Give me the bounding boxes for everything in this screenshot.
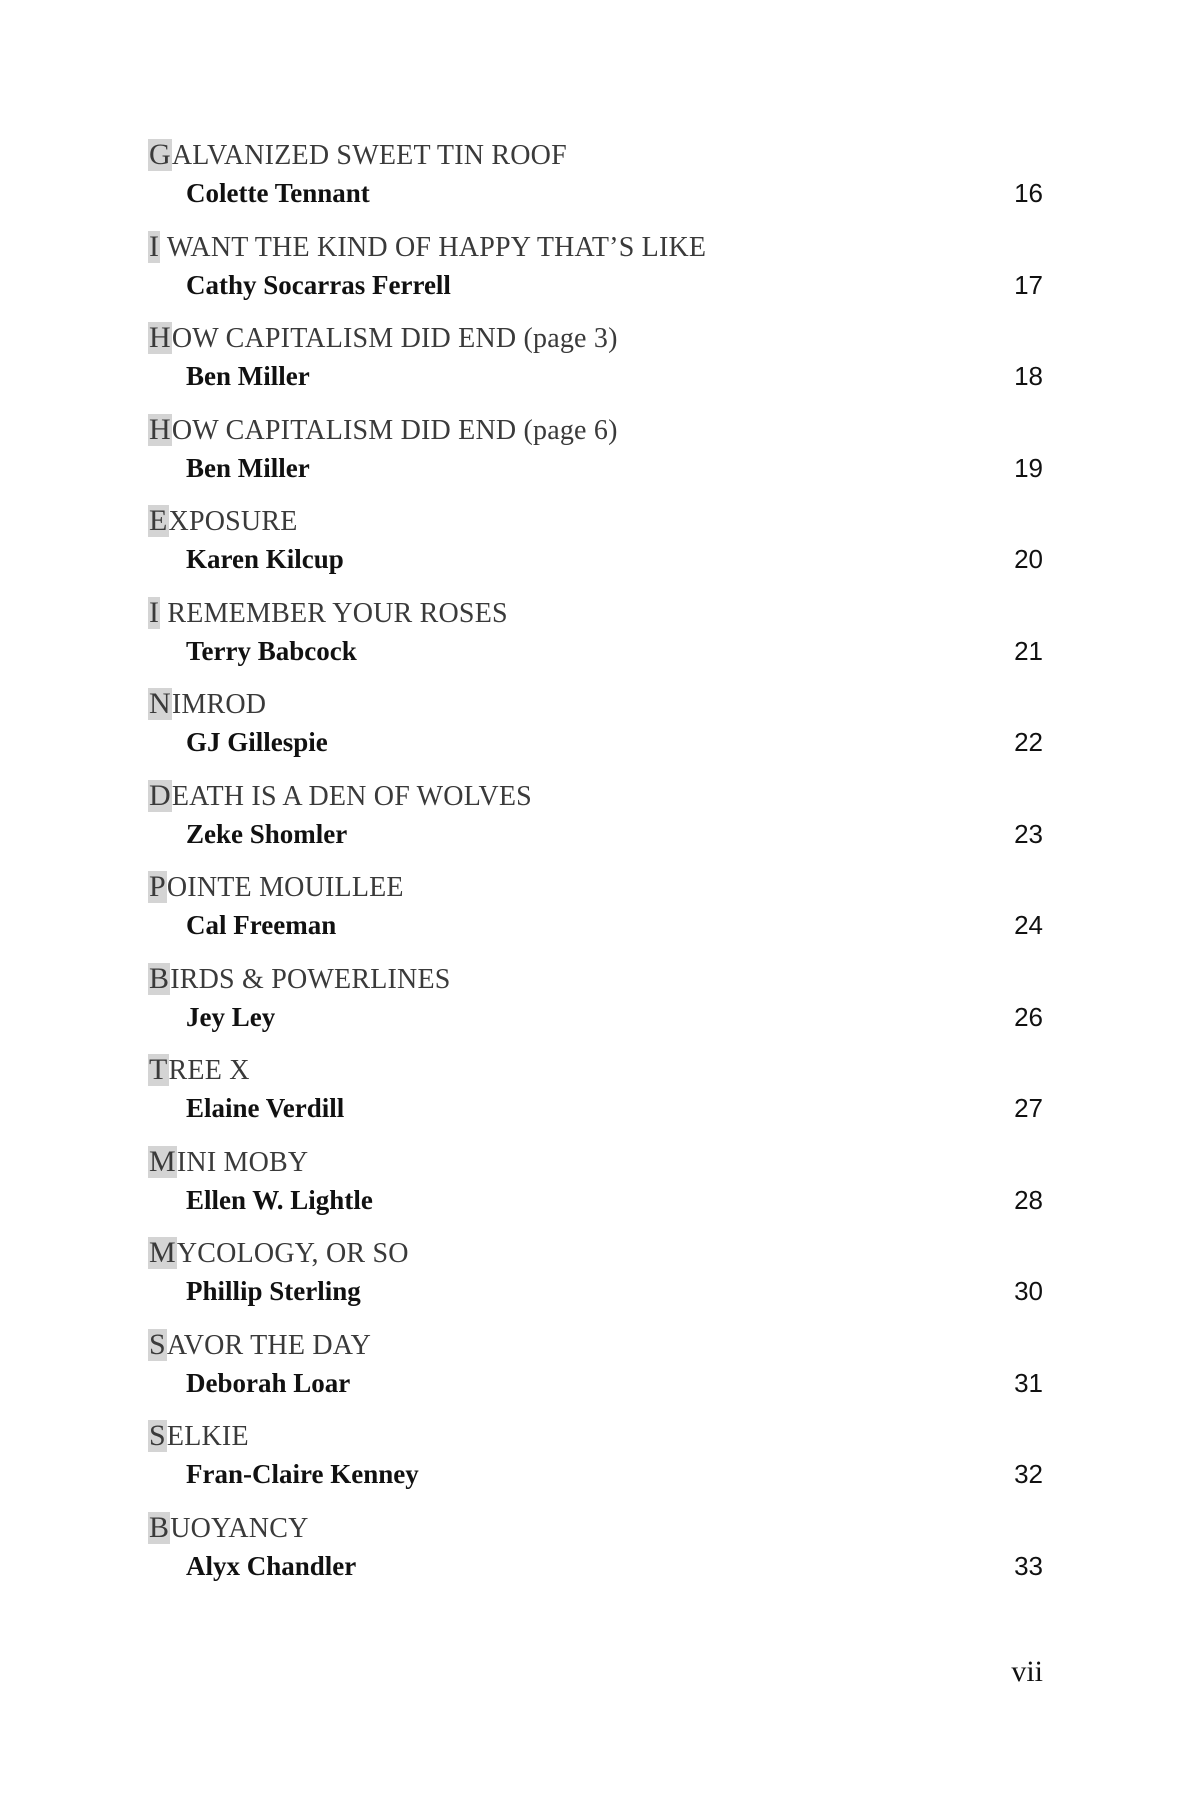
poem-title <box>148 505 298 538</box>
poem-title-text: REE X <box>168 1055 250 1086</box>
page-number: 23 <box>1014 818 1043 849</box>
poem-title <box>148 688 266 721</box>
poem-title-text: WANT THE KIND OF HAPPY THAT’S LIKE <box>160 231 707 263</box>
author-name: Colette Tennant <box>186 178 370 208</box>
page-number: 20 <box>1014 544 1043 574</box>
toc-entry[interactable] <box>0 1054 1200 1146</box>
poem-title <box>148 139 567 172</box>
poem-title <box>148 231 706 264</box>
drop-initial: B <box>149 1510 170 1544</box>
drop-initial: I <box>149 229 160 263</box>
poem-title-text: XPOSURE <box>168 506 298 537</box>
toc-entry[interactable] <box>0 597 1200 689</box>
toc-entry[interactable] <box>0 1237 1200 1329</box>
poem-title <box>148 414 618 447</box>
author-name: Elaine Verdill <box>186 1093 345 1123</box>
author-name: Fran-Claire Kenney <box>186 1459 419 1489</box>
poem-title <box>148 1237 409 1270</box>
toc-entry[interactable] <box>0 780 1200 872</box>
drop-initial: B <box>149 961 170 995</box>
author-name: Phillip Sterling <box>186 1276 361 1306</box>
drop-initial: G <box>149 138 171 171</box>
poem-title-text: IMROD <box>171 689 267 720</box>
poem-title <box>148 1420 249 1453</box>
author-name: Karen Kilcup <box>186 544 344 574</box>
author-name: Ellen W. Lightle <box>186 1184 373 1215</box>
page-number: 24 <box>1014 910 1043 940</box>
toc-entry[interactable] <box>0 322 1200 414</box>
poem-title-text: OW CAPITALISM DID END (page 3) <box>171 323 618 354</box>
drop-initial: T <box>149 1053 168 1086</box>
toc-entry[interactable] <box>0 414 1200 506</box>
author-name: Cathy Socarras Ferrell <box>186 269 451 300</box>
poem-title-text: UOYANCY <box>170 1512 309 1544</box>
poem-title <box>148 871 404 904</box>
poem-title <box>148 322 618 355</box>
author-name: Deborah Loar <box>186 1367 351 1398</box>
toc-entry[interactable] <box>0 1420 1200 1512</box>
poem-title <box>148 780 532 813</box>
toc-entry[interactable] <box>0 505 1200 597</box>
drop-initial: D <box>149 778 171 812</box>
author-name: Ben Miller <box>186 452 310 483</box>
page-number: 30 <box>1014 1276 1043 1306</box>
poem-title-text: ALVANIZED SWEET TIN ROOF <box>171 140 567 171</box>
toc-entry[interactable] <box>0 139 1200 231</box>
page-number: 32 <box>1014 1459 1043 1489</box>
page-number: 27 <box>1014 1093 1043 1123</box>
poem-title-text: EATH IS A DEN OF WOLVES <box>171 780 532 812</box>
author-name: GJ Gillespie <box>186 727 328 757</box>
author-name: Cal Freeman <box>186 910 337 940</box>
drop-initial: S <box>149 1327 166 1361</box>
drop-initial: H <box>149 321 171 354</box>
poem-title <box>148 1054 250 1087</box>
page-number: 17 <box>1014 269 1043 300</box>
page-number: 16 <box>1014 178 1043 208</box>
poem-title <box>148 1512 309 1545</box>
page-number: 18 <box>1014 361 1043 391</box>
toc-entry[interactable] <box>0 871 1200 963</box>
author-name: Jey Ley <box>186 1001 276 1032</box>
poem-title <box>148 963 451 996</box>
poem-title-text: AVOR THE DAY <box>166 1329 372 1361</box>
page-number: 21 <box>1014 635 1043 666</box>
poem-title <box>148 1146 308 1179</box>
drop-initial: E <box>149 504 168 537</box>
toc-entry[interactable] <box>0 1146 1200 1238</box>
poem-title-text: ELKIE <box>166 1421 249 1452</box>
page-number: 19 <box>1014 452 1043 483</box>
poem-title <box>148 1329 371 1362</box>
page-number: 22 <box>1014 727 1043 757</box>
poem-title-text: REMEMBER YOUR ROSES <box>160 597 508 629</box>
page-number: 26 <box>1014 1001 1043 1032</box>
toc-entry[interactable] <box>0 1329 1200 1421</box>
toc-entry[interactable] <box>0 1512 1200 1604</box>
page-number: 28 <box>1014 1184 1043 1215</box>
poem-title-text: YCOLOGY, OR SO <box>176 1238 409 1269</box>
toc-entry[interactable] <box>0 231 1200 323</box>
poem-title <box>148 597 508 630</box>
page-number: 31 <box>1014 1367 1043 1398</box>
author-name: Zeke Shomler <box>186 818 348 849</box>
drop-initial: M <box>149 1236 176 1269</box>
page-number: 33 <box>1014 1550 1043 1581</box>
drop-initial: P <box>149 870 166 903</box>
table-of-contents <box>0 139 1200 1603</box>
drop-initial: H <box>149 412 171 446</box>
drop-initial: N <box>149 687 171 720</box>
poem-title-text: IRDS & POWERLINES <box>170 963 451 995</box>
drop-initial: I <box>149 595 160 629</box>
author-name: Alyx Chandler <box>186 1550 357 1581</box>
poem-title-text: OW CAPITALISM DID END (page 6) <box>171 414 618 446</box>
drop-initial: M <box>149 1144 176 1178</box>
page-folio: vii <box>1011 1655 1043 1688</box>
author-name: Terry Babcock <box>186 635 357 666</box>
toc-entry[interactable] <box>0 963 1200 1055</box>
author-name: Ben Miller <box>186 361 310 391</box>
toc-entry[interactable] <box>0 688 1200 780</box>
poem-title-text: OINTE MOUILLEE <box>166 872 404 903</box>
drop-initial: S <box>149 1419 166 1452</box>
poem-title-text: INI MOBY <box>176 1146 309 1178</box>
